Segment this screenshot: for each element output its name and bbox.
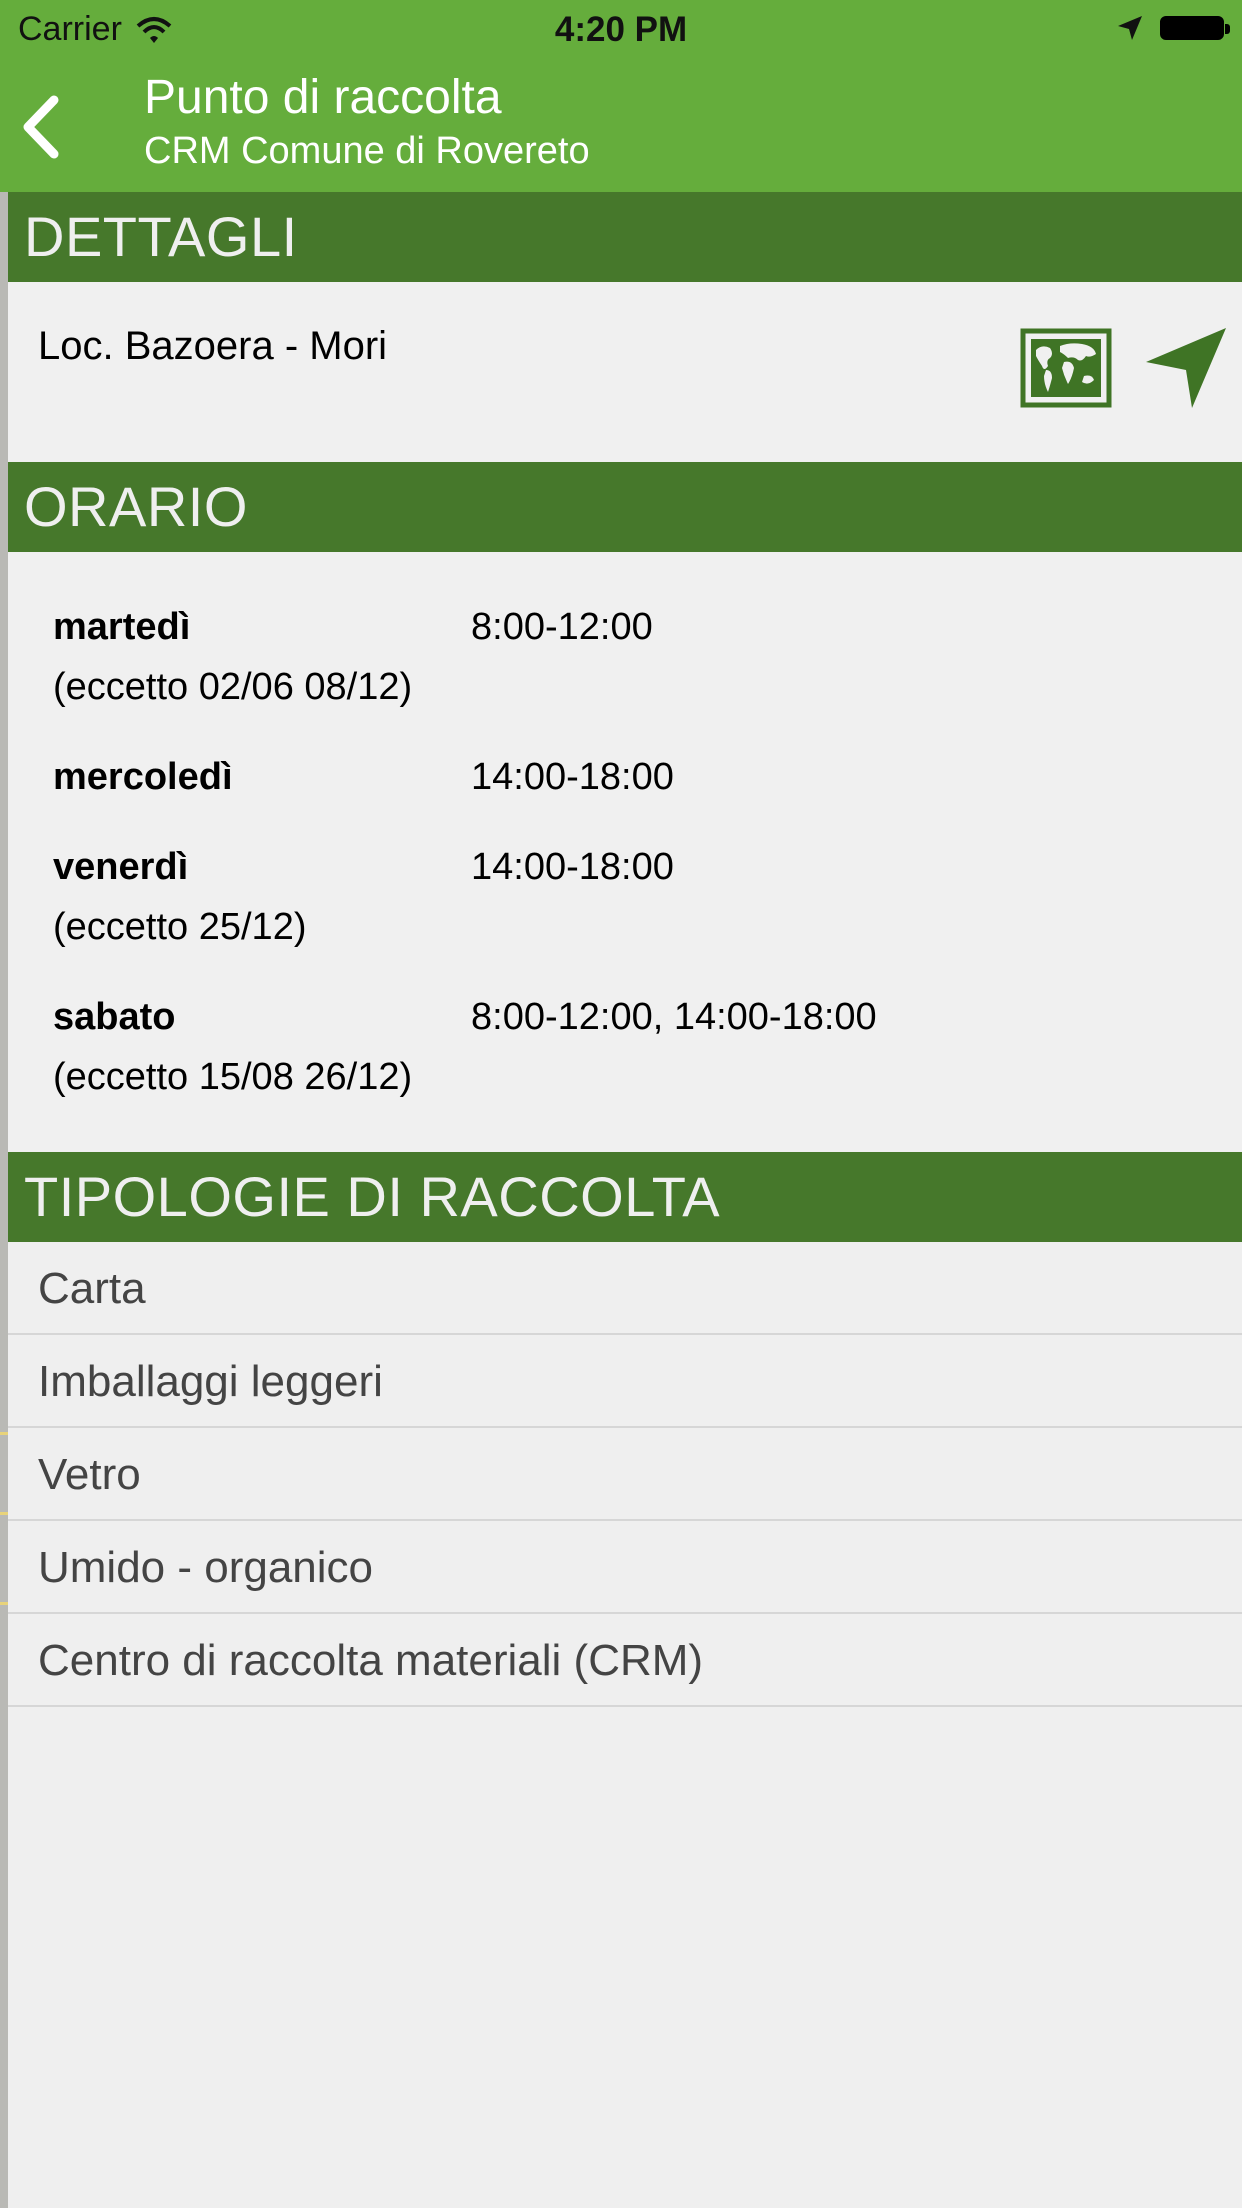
details-section-header: DETTAGLI xyxy=(8,192,1242,282)
show-on-map-button[interactable] xyxy=(1020,328,1112,408)
navigation-bar xyxy=(0,0,1242,192)
status-bar xyxy=(0,0,1242,60)
list-item[interactable]: Umido - organico xyxy=(8,1521,1242,1614)
navigation-arrow-icon xyxy=(1142,326,1230,412)
schedule-section xyxy=(8,552,1242,1152)
schedule-exception: (eccetto 02/06 08/12) xyxy=(53,666,413,708)
world-map-icon xyxy=(1020,328,1112,408)
schedule-exception: (eccetto 15/08 26/12) xyxy=(53,1056,413,1098)
chevron-left-icon xyxy=(16,92,66,162)
schedule-hours: 14:00-18:00 xyxy=(471,846,674,888)
list-item[interactable]: Vetro xyxy=(8,1428,1242,1521)
schedule-day: mercoledì xyxy=(53,756,233,798)
status-time: 4:20 PM xyxy=(554,10,688,49)
schedule-section-header: ORARIO xyxy=(8,462,1242,552)
status-right xyxy=(1116,14,1224,42)
back-button[interactable] xyxy=(16,92,76,162)
schedule-day: venerdì xyxy=(53,846,189,888)
carrier-label: Carrier xyxy=(18,10,122,48)
schedule-day: martedì xyxy=(53,606,191,648)
schedule-exception: (eccetto 25/12) xyxy=(53,906,307,948)
list-item[interactable]: Imballaggi leggeri xyxy=(8,1335,1242,1428)
location-arrow-icon xyxy=(1116,14,1144,42)
address-text: Loc. Bazoera - Mori xyxy=(38,324,388,368)
page-title: Punto di raccolta xyxy=(144,71,502,124)
page-subtitle: CRM Comune di Rovereto xyxy=(144,130,590,172)
schedule-hours: 8:00-12:00, 14:00-18:00 xyxy=(471,996,877,1038)
types-section-header: TIPOLOGIE DI RACCOLTA xyxy=(8,1152,1242,1242)
list-item[interactable]: Centro di raccolta materiali (CRM) xyxy=(8,1614,1242,1707)
schedule-day: sabato xyxy=(53,996,176,1038)
list-item[interactable]: Carta xyxy=(8,1242,1242,1335)
background-map-edge xyxy=(0,192,8,2208)
details-section xyxy=(8,282,1242,462)
battery-icon xyxy=(1160,16,1224,40)
schedule-hours: 14:00-18:00 xyxy=(471,756,674,798)
navigate-button[interactable] xyxy=(1142,326,1230,412)
schedule-hours: 8:00-12:00 xyxy=(471,606,653,648)
